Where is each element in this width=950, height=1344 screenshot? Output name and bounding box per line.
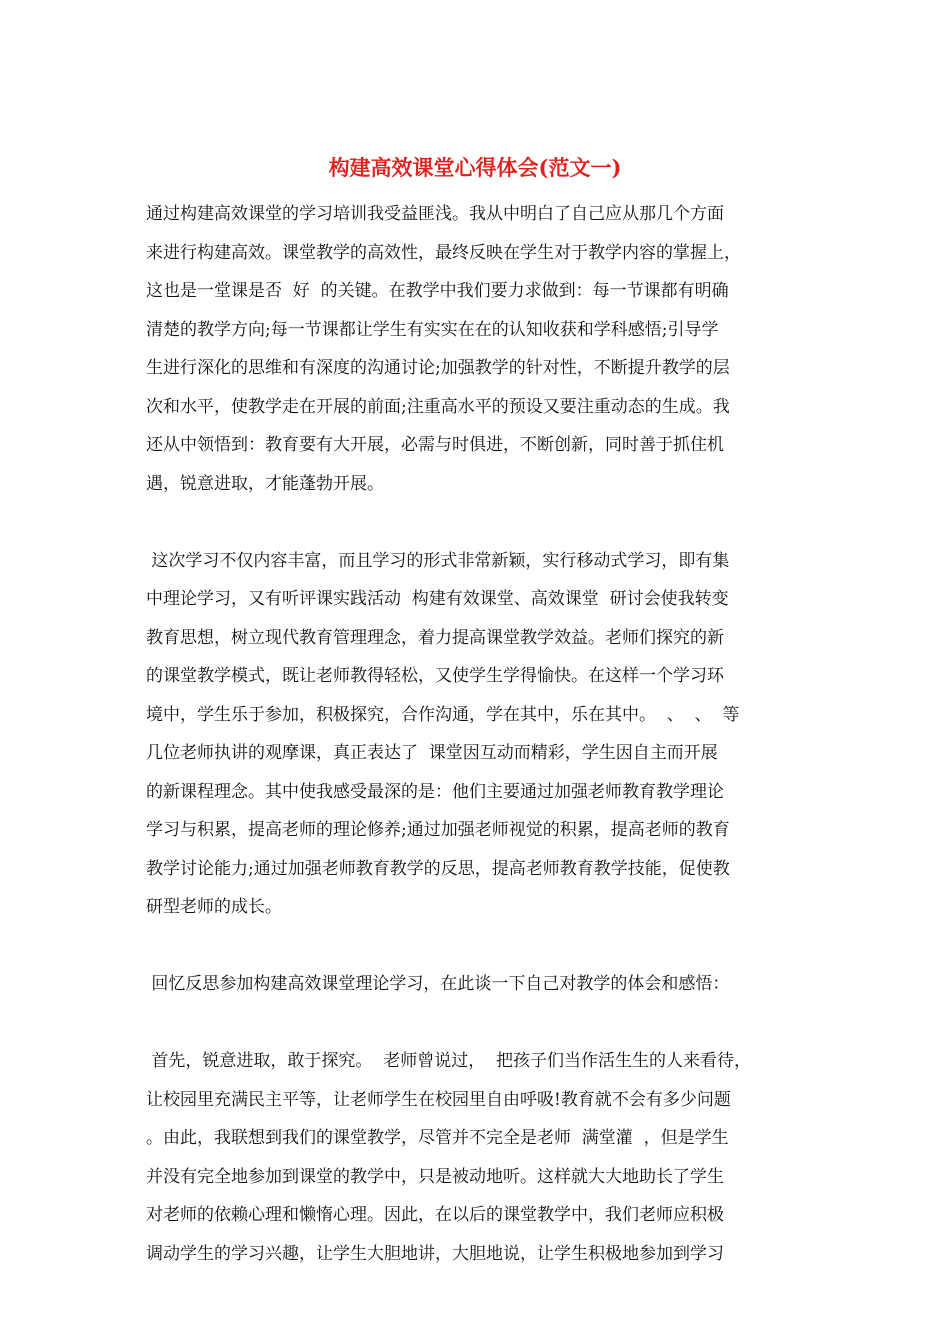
- paragraph-1: [146, 195, 826, 503]
- text-line: 首先，锐意进取，敢于探究。 老师曾说过， 把孩子们当作活生生的人来看待，: [146, 1051, 752, 1071]
- text-line: 清楚的教学方向;每一节课都让学生有实实在在的认知收获和学科感悟;引导学: [146, 319, 719, 340]
- text-line: 的课堂教学模式，既让老师教得轻松，又使学生学得愉快。在这样一个学习环: [146, 666, 724, 686]
- text-line: 中理论学习，又有听评课实践活动 构建有效课堂、高效课堂 研讨会使我转变: [146, 589, 729, 609]
- text-line: 研型老师的成长。: [146, 897, 282, 917]
- text-line: 还从中领悟到：教育要有大开展，必需与时俱进，不断创新，同时善于抓住机: [146, 435, 724, 455]
- text-line: 教学讨论能力;通过加强老师教育教学的反思，提高老师教育教学技能，促使教: [146, 858, 730, 879]
- document-body: [146, 195, 826, 1273]
- text-line: 。由此，我联想到我们的课堂教学，尽管并不完全是老师 满堂灌 ，但是学生: [146, 1128, 729, 1148]
- text-line: 几位老师执讲的观摩课，真正表达了 课堂因互动而精彩，学生因自主而开展: [146, 743, 718, 763]
- text-line: 境中，学生乐于参加，积极探究，合作沟通，学在其中，乐在其中。 、 、 等: [146, 704, 740, 725]
- text-line: 教育思想，树立现代教育管理理念，着力提高课堂教学效益。老师们探究的新: [146, 627, 724, 648]
- paragraph-spacer: [146, 927, 826, 966]
- paragraph-4: [146, 1042, 826, 1273]
- text-line: 回忆反思参加构建高效课堂理论学习，在此谈一下自己对教学的体会和感悟：: [146, 974, 730, 994]
- text-line: 遇，锐意进取，才能蓬勃开展。: [146, 473, 384, 494]
- text-line: 次和水平，使教学走在开展的前面;注重高水平的预设又要注重动态的生成。我: [146, 396, 730, 417]
- paragraph-2: [146, 542, 826, 927]
- text-line: 调动学生的学习兴趣，让学生大胆地讲，大胆地说，让学生积极地参加到学习: [146, 1243, 724, 1264]
- text-line: 生进行深化的思维和有深度的沟通讨论;加强教学的针对性，不断提升教学的层: [146, 358, 730, 378]
- text-line: 这次学习不仅内容丰富，而且学习的形式非常新颖，实行移动式学习，即有集: [146, 550, 730, 571]
- paragraph-spacer: [146, 503, 826, 542]
- text-line: 对老师的依赖心理和懒惰心理。因此，在以后的课堂教学中，我们老师应积极: [146, 1205, 724, 1225]
- text-line: 并没有完全地参加到课堂的教学中，只是被动地听。这样就大大地助长了学生: [146, 1166, 724, 1187]
- paragraph-3: [146, 965, 826, 1004]
- text-line: 的新课程理念。其中使我感受最深的是：他们主要通过加强老师教育教学理论: [146, 781, 724, 802]
- paragraph-spacer: [146, 1004, 826, 1043]
- text-line: 这也是一堂课是否 好 的关键。在教学中我们要力求做到：每一节课都有明确: [146, 281, 729, 301]
- text-line: 让校园里充满民主平等，让老师学生在校园里自由呼吸!教育就不会有多少问题: [146, 1089, 731, 1110]
- document-title: 构建高效课堂心得体会(范文一): [328, 155, 622, 180]
- text-line: 通过构建高效课堂的学习培训我受益匪浅。我从中明白了自己应从那几个方面: [146, 204, 724, 224]
- text-line: 学习与积累，提高老师的理论修养;通过加强老师视觉的积累，提高老师的教育: [146, 820, 730, 840]
- text-line: 来进行构建高效。课堂教学的高效性，最终反映在学生对于教学内容的掌握上，: [146, 242, 741, 263]
